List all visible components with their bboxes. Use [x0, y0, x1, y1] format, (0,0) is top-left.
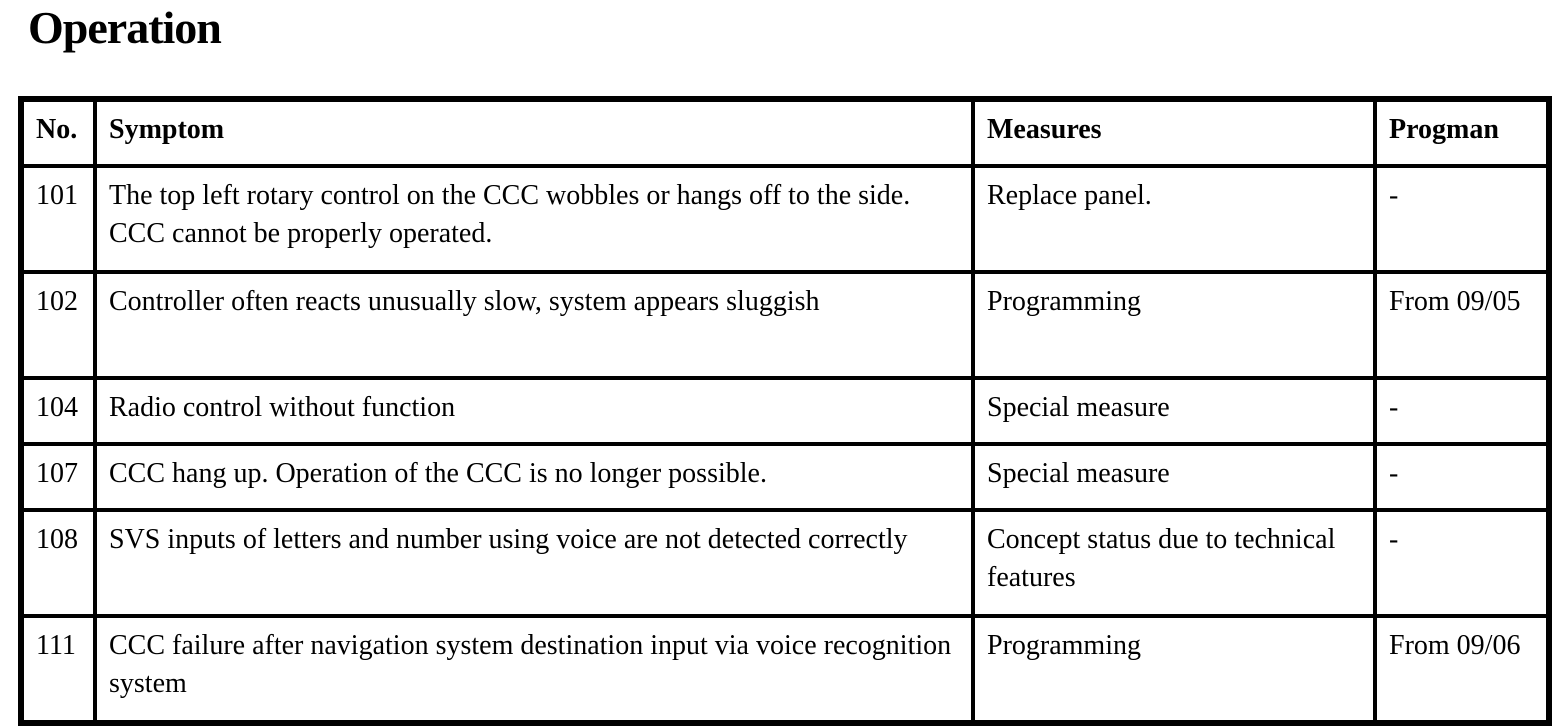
- table-header-row: [21, 99, 1549, 166]
- cell-progman: -: [1375, 378, 1549, 444]
- table-row: [21, 616, 1549, 723]
- cell-progman: -: [1375, 166, 1549, 272]
- cell-progman: -: [1375, 444, 1549, 510]
- cell-measures: Special measure: [973, 378, 1375, 444]
- table-row: [21, 510, 1549, 616]
- cell-no: 101: [21, 166, 95, 272]
- column-header-no: No.: [21, 99, 95, 166]
- cell-measures: Programming: [973, 616, 1375, 723]
- table-row: [21, 378, 1549, 444]
- cell-measures: Programming: [973, 272, 1375, 378]
- column-header-measures: Measures: [973, 99, 1375, 166]
- cell-no: 107: [21, 444, 95, 510]
- cell-symptom: Radio control without function: [95, 378, 973, 444]
- column-header-symptom: Symptom: [95, 99, 973, 166]
- symptom-measures-table: [18, 96, 1552, 726]
- table-body: [21, 166, 1549, 723]
- cell-symptom: Controller often reacts unusually slow, system appears sluggish: [95, 272, 973, 378]
- cell-no: 111: [21, 616, 95, 723]
- cell-no: 108: [21, 510, 95, 616]
- cell-symptom: The top left rotary control on the CCC wobbles or hangs off to the side. CCC cannot be properly operated.: [95, 166, 973, 272]
- cell-progman: From 09/06: [1375, 616, 1549, 723]
- cell-symptom: CCC failure after navigation system destination input via voice recognition system: [95, 616, 973, 723]
- table-row: [21, 272, 1549, 378]
- table-row: [21, 444, 1549, 510]
- cell-measures: Special measure: [973, 444, 1375, 510]
- table-row: [21, 166, 1549, 272]
- cell-symptom: SVS inputs of letters and number using voice are not detected correctly: [95, 510, 973, 616]
- cell-measures: Concept status due to technical features: [973, 510, 1375, 616]
- cell-progman: From 09/05: [1375, 272, 1549, 378]
- page-title: Operation: [28, 2, 221, 53]
- cell-progman: -: [1375, 510, 1549, 616]
- cell-no: 104: [21, 378, 95, 444]
- cell-measures: Replace panel.: [973, 166, 1375, 272]
- cell-no: 102: [21, 272, 95, 378]
- column-header-progman: Progman: [1375, 99, 1549, 166]
- cell-symptom: CCC hang up. Operation of the CCC is no longer possible.: [95, 444, 973, 510]
